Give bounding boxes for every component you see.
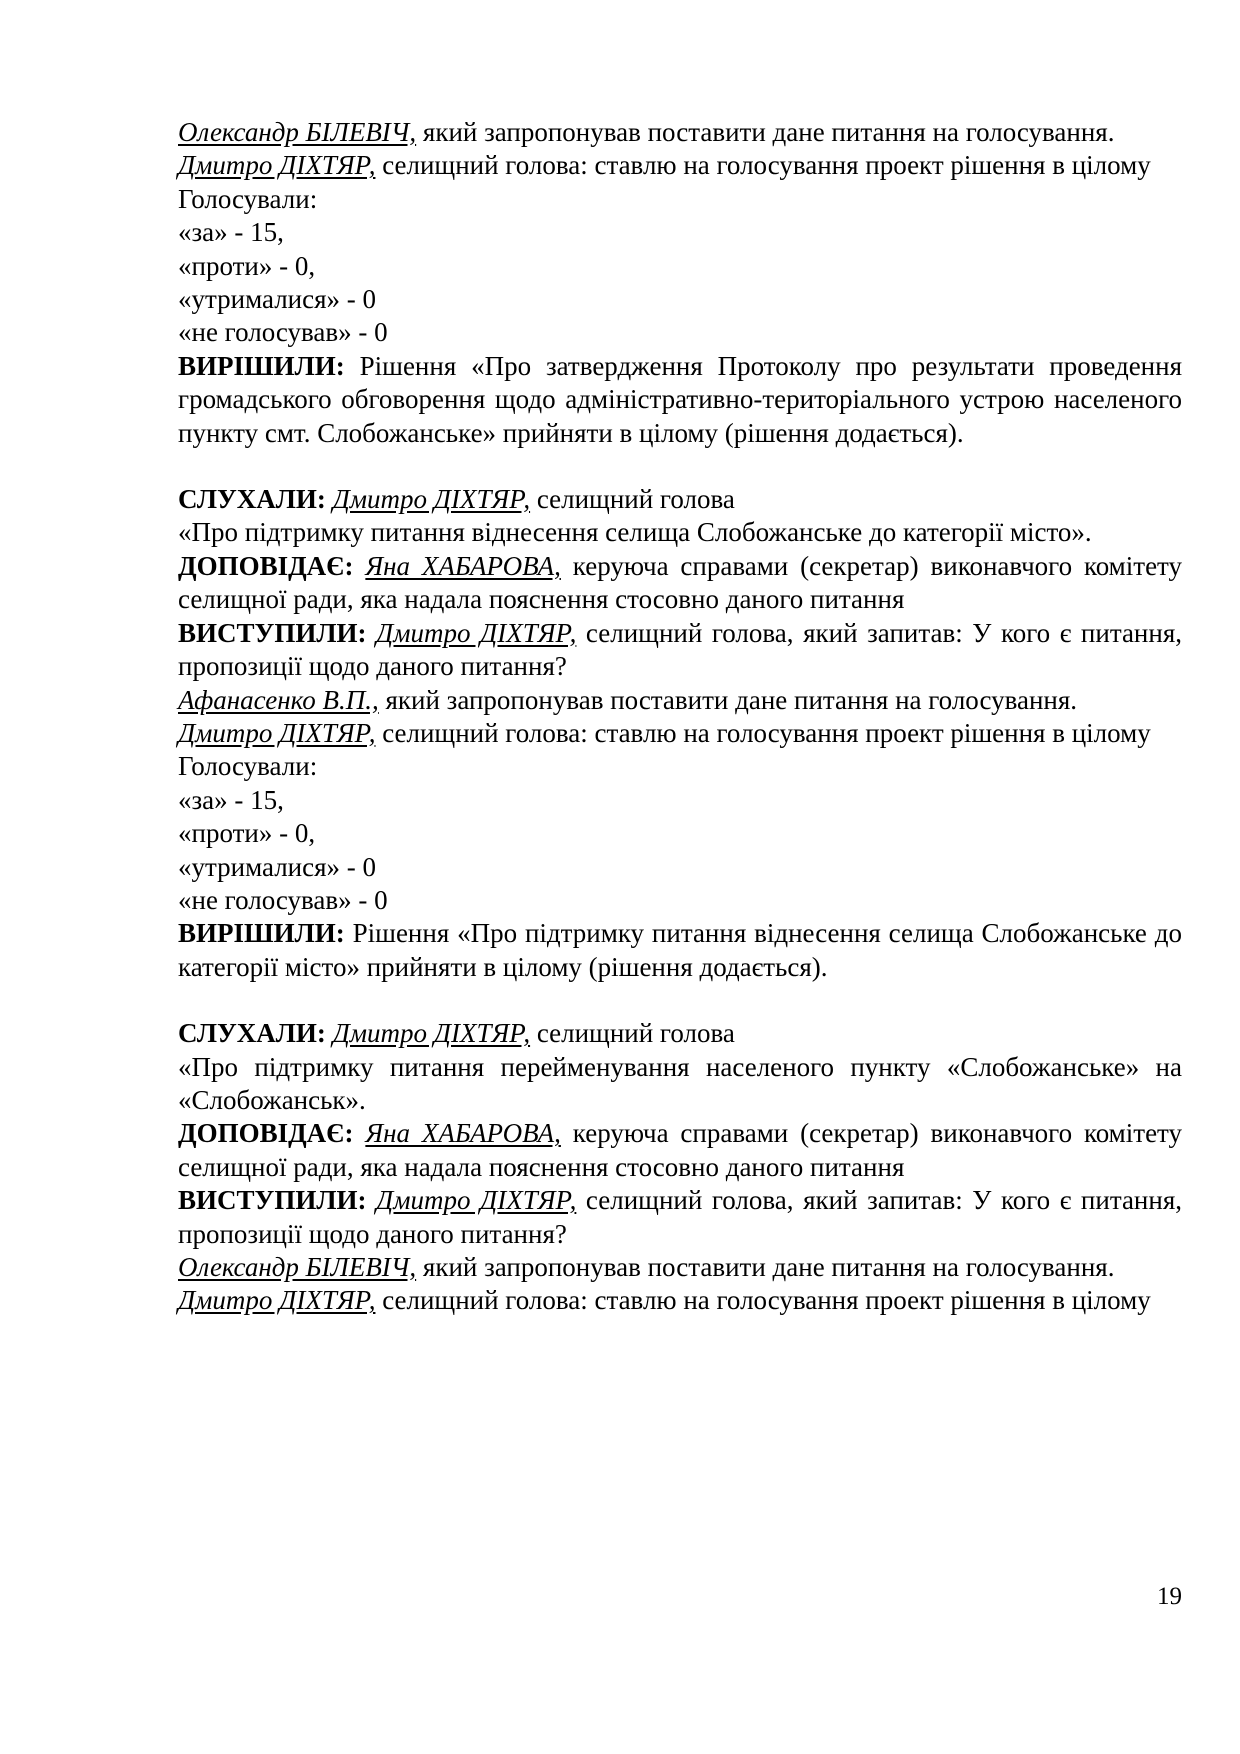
proposal-text: який запропонував поставити дане питання на голосування. [378,684,1078,715]
speaker-role: селищний голова [530,1018,735,1049]
speaker-name: Яна ХАБАРОВА, [365,550,561,581]
section-gap [178,450,1182,483]
vote-for: «за» - 15, [178,217,284,248]
heard-paragraph [178,483,1182,516]
chair-paragraph [178,149,1182,182]
topic-paragraph: «Про підтримку питання віднесення селища Слобожанське до категорії місто». [178,517,1092,548]
proposal-paragraph [178,1251,1182,1284]
section-end-of-previous-item [178,116,1182,450]
spoke-paragraph [178,1184,1182,1251]
vote-for: «за» - 15, [178,784,284,815]
proposal-text: який запропонував поставити дане питання на голосування. [416,117,1115,147]
spoke-text: селищний голова, який запитав: У кого є питання, пропозиції щодо даного питання? [178,1185,1182,1249]
reports-paragraph [178,1117,1182,1184]
reports-text: керуюча справами (секретар) виконавчого комітету селищної ради, яка надала пояснення стосовно даного питання [178,550,1182,615]
spoke-paragraph [178,617,1182,684]
speaker-role: селищний голова [530,484,735,515]
speaker-name: Яна ХАБАРОВА, [365,1118,561,1149]
chair-text: селищний голова: ставлю на голосування проект рішення в цілому [375,717,1151,748]
decision-text: Рішення «Про затвердження Протоколу про результати проведення громадського обговорення щодо адміністративно-територіального устрою населеного пункту смт. Слобожанське» прийняти в цілому (рішення додається). [178,350,1182,448]
decided-label: ВИРІШИЛИ: [178,918,345,949]
speaker-name: Дмитро ДІХТЯР, [178,1285,376,1316]
chair-text: селищний голова: ставлю на голосування проект рішення в цілому [375,150,1151,181]
reports-paragraph [178,550,1182,617]
spoke-text: селищний голова, який запитав: У кого є питання, пропозиції щодо даного питання? [178,617,1182,682]
speaker-name: Афанасенко В.П., [178,684,379,715]
speaker-name: Дмитро ДІХТЯР, [178,150,376,181]
speaker-name: Олександр БІЛЕВІЧ, [178,117,417,147]
proposal-paragraph [178,684,1182,717]
decision-text: Рішення «Про підтримку питання віднесення селища Слобожанське до категорії місто» прийняти в цілому (рішення додається). [178,918,1182,982]
voted-heading: Голосували: [178,751,318,782]
chair-text: селищний голова: ставлю на голосування проект рішення в цілому [375,1285,1151,1316]
vote-abstain: «утрималися» - 0 [178,284,377,315]
vote-abstain: «утрималися» - 0 [178,851,377,882]
vote-against: «проти» - 0, [178,250,316,281]
spoke-label: ВИСТУПИЛИ: [178,1185,367,1216]
heard-label: СЛУХАЛИ: [178,484,326,515]
speaker-name: Дмитро ДІХТЯР, [332,484,531,515]
chair-paragraph [178,717,1182,750]
proposal-text: який запропонував поставити дане питання на голосування. [416,1252,1115,1282]
decision-paragraph [178,917,1182,984]
reports-label: ДОПОВІДАЄ: [178,550,354,581]
page-number: 19 [1157,1583,1182,1610]
document-page [178,116,1182,1318]
voted-heading: Голосували: [178,183,318,214]
topic-paragraph: «Про підтримку питання перейменування населеного пункту «Слобожанське» на «Слобожанськ». [178,1051,1182,1115]
vote-against: «проти» - 0, [178,818,316,849]
decided-label: ВИРІШИЛИ: [178,350,345,381]
section-city-category [178,483,1182,984]
speaker-name: Дмитро ДІХТЯР, [332,1018,531,1049]
vote-none: «не голосував» - 0 [178,317,388,348]
reports-label: ДОПОВІДАЄ: [178,1118,354,1149]
decision-paragraph [178,350,1182,450]
section-renaming [178,1017,1182,1318]
heard-paragraph [178,1017,1182,1050]
speaker-name: Олександр БІЛЕВІЧ, [178,1252,417,1282]
vote-none: «не голосував» - 0 [178,884,388,915]
spoke-label: ВИСТУПИЛИ: [178,617,367,648]
speaker-name: Дмитро ДІХТЯР, [178,717,376,748]
section-gap [178,984,1182,1017]
speaker-name: Дмитро ДІХТЯР, [376,1185,577,1216]
reports-text: керуюча справами (секретар) виконавчого комітету селищної ради, яка надала пояснення стосовно даного питання [178,1118,1182,1182]
speaker-name: Дмитро ДІХТЯР, [376,617,577,648]
chair-paragraph [178,1284,1182,1317]
heard-label: СЛУХАЛИ: [178,1018,326,1049]
proposal-paragraph [178,116,1182,149]
